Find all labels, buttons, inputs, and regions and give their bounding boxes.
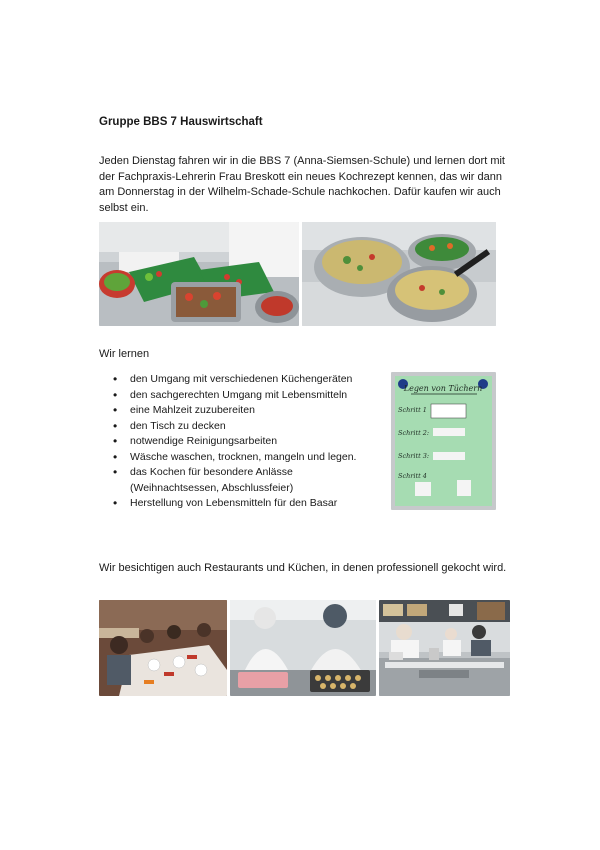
list-item: • den Tisch zu decken (113, 419, 383, 435)
intro-paragraph: Jeden Dienstag fahren wir in die BBS 7 (Anna-Siemsen-Schule) und lernen dort mit der Fachpraxis-Lehrerin Frau Breskott ein neues Kochrezept kennen, das wir dann am Donnerstag in der Wilhelm-Schade-Schule nachkochen. Dafür kaufen wir auch selbst ein. (99, 155, 505, 214)
board-step-2: Schritt 2: (398, 429, 430, 437)
list-item: • das Kochen für besondere Anlässe (Weihnachtsessen, Abschlussfeier) (113, 465, 383, 496)
list-item: • Herstellung von Lebensmitteln für den Basar (113, 496, 383, 512)
list-item: • den sachgerechten Umgang mit Lebensmitteln (113, 388, 383, 404)
board-heading: Legen von Tüchern (403, 384, 483, 393)
board-step-3: Schritt 3: (398, 452, 430, 460)
photo-pasta-bowls (302, 222, 496, 326)
photo-cutting-vegetables (99, 222, 299, 326)
list-item: • den Umgang mit verschiedenen Küchengeräten (113, 372, 383, 388)
list-item: • notwendige Reinigungsarbeiten (113, 434, 383, 450)
page-title: Gruppe BBS 7 Hauswirtschaft (99, 116, 263, 128)
visit-paragraph: Wir besichtigen auch Restaurants und Küchen, in denen professionell gekocht wird. (99, 562, 507, 574)
learn-heading: Wir lernen (99, 348, 150, 360)
learn-list (113, 372, 383, 512)
board-step-1: Schritt 1 (398, 406, 427, 414)
list-item: • Wäsche waschen, trocknen, mangeln und legen. (113, 450, 383, 466)
photo-baking-workshop (230, 600, 376, 696)
photo-dining-table (99, 600, 227, 696)
photo-professional-kitchen (379, 600, 510, 696)
list-item: • eine Mahlzeit zuzubereiten (113, 403, 383, 419)
board-step-4: Schritt 4 (398, 472, 427, 480)
photo-towel-folding-board (391, 372, 496, 510)
